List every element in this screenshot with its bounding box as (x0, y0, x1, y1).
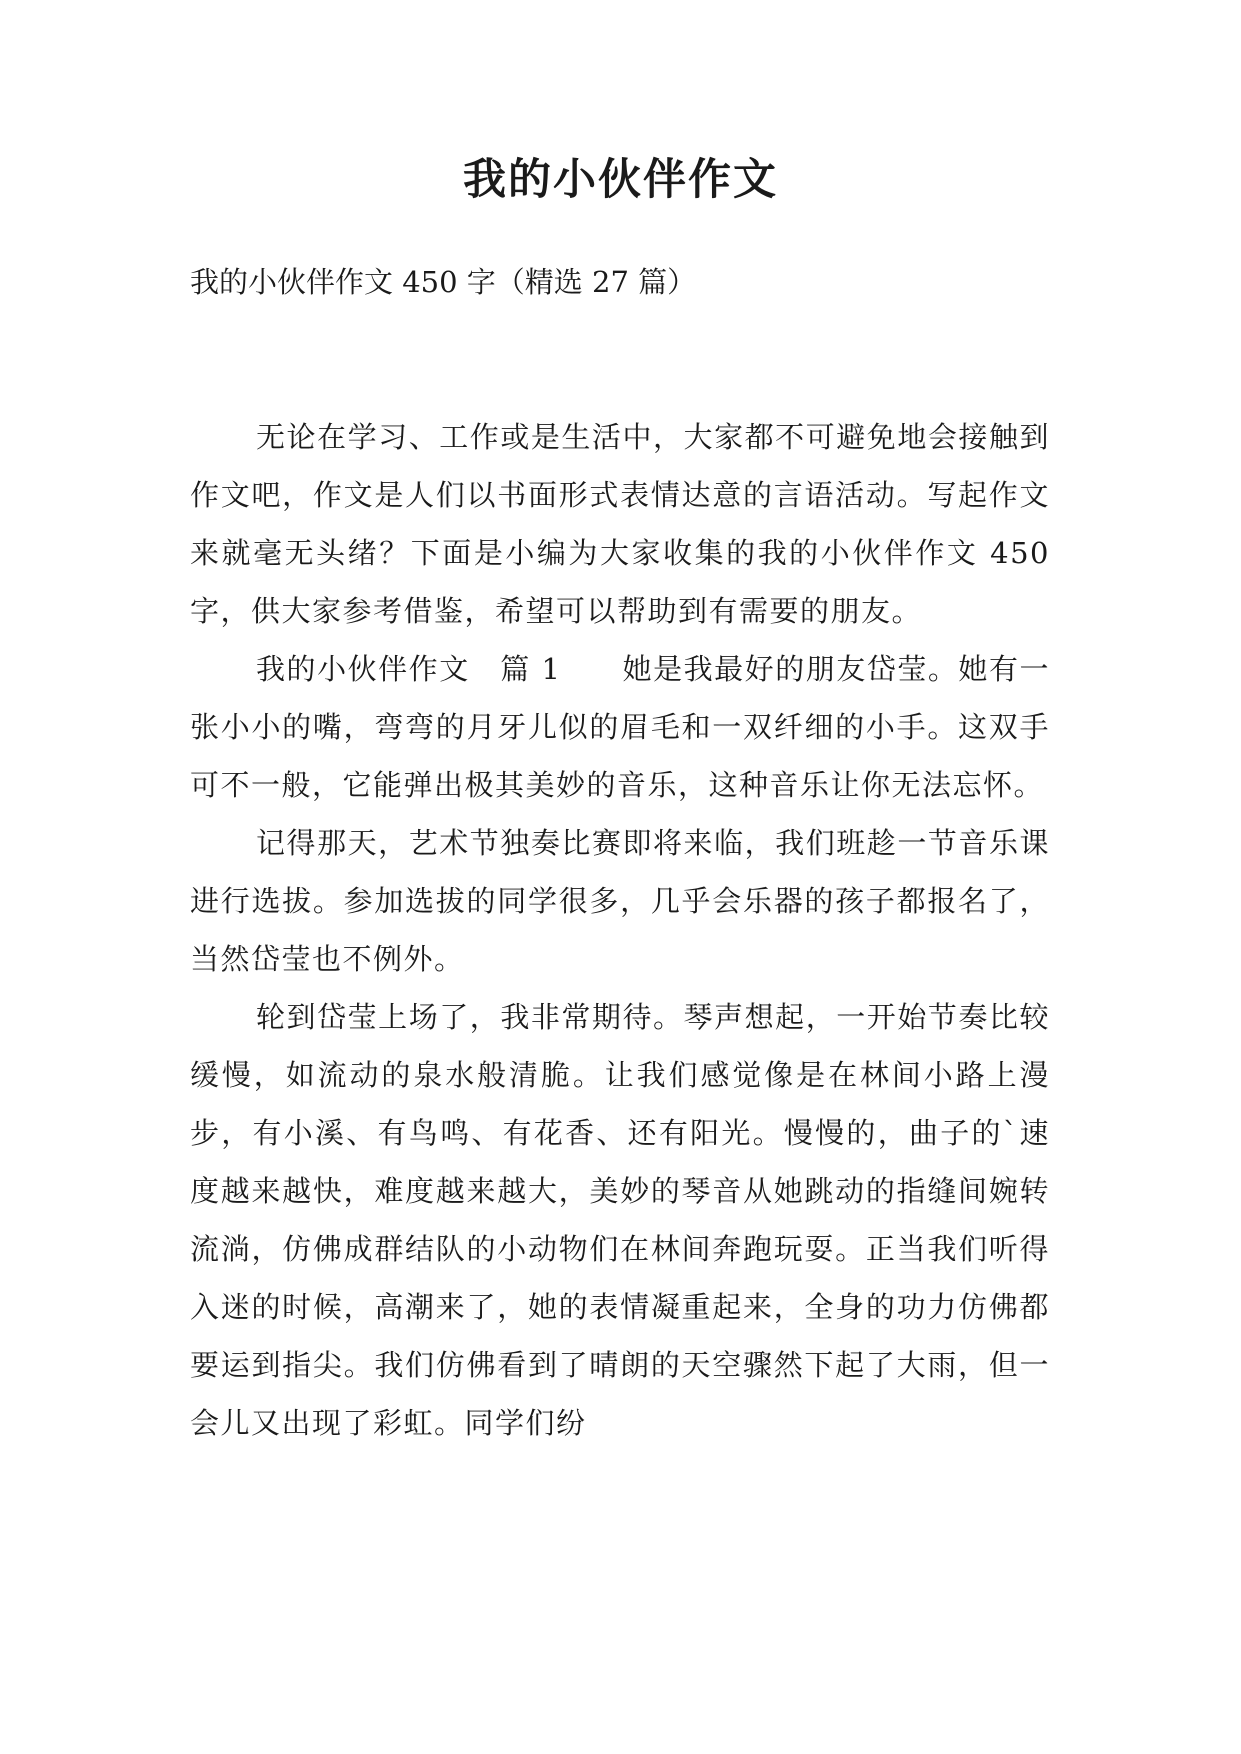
document-body (190, 408, 1050, 1452)
document-subtitle: 我的小伙伴作文 450 字（精选 27 篇） (190, 265, 697, 299)
paragraph-intro: 无论在学习、工作或是生活中，大家都不可避免地会接触到作文吧，作文是人们以书面形式表情达意的言语活动。写起作文来就毫无头绪？下面是小编为大家收集的我的小伙伴作文 450 字，供大家参考借鉴，希望可以帮助到有需要的朋友。 (190, 420, 1050, 628)
paragraph-article-1-selection: 记得那天，艺术节独奏比赛即将来临，我们班趁一节音乐课进行选拔。参加选拔的同学很多，几乎会乐器的孩子都报名了，当然岱莹也不例外。 (190, 826, 1050, 976)
paragraph-article-1-opening: 我的小伙伴作文 篇 1 她是我最好的朋友岱莹。她有一张小小的嘴，弯弯的月牙儿似的眉毛和一双纤细的小手。这双手可不一般，它能弹出极其美妙的音乐，这种音乐让你无法忘怀。 (190, 652, 1050, 802)
document-title: 我的小伙伴作文 (463, 155, 778, 205)
paragraph-article-1-performance: 轮到岱莹上场了，我非常期待。琴声想起，一开始节奏比较缓慢，如流动的泉水般清脆。让我们感觉像是在林间小路上漫步，有小溪、有鸟鸣、有花香、还有阳光。慢慢的，曲子的`速度越来越快，难度越来越大，美妙的琴音从她跳动的指缝间婉转流淌，仿佛成群结队的小动物们在林间奔跑玩耍。正当我们听得入迷的时候，高潮来了，她的表情凝重起来，全身的功力仿佛都要运到指尖。我们仿佛看到了晴朗的天空骤然下起了大雨，但一会儿又出现了彩虹。同学们纷 (190, 1000, 1050, 1440)
